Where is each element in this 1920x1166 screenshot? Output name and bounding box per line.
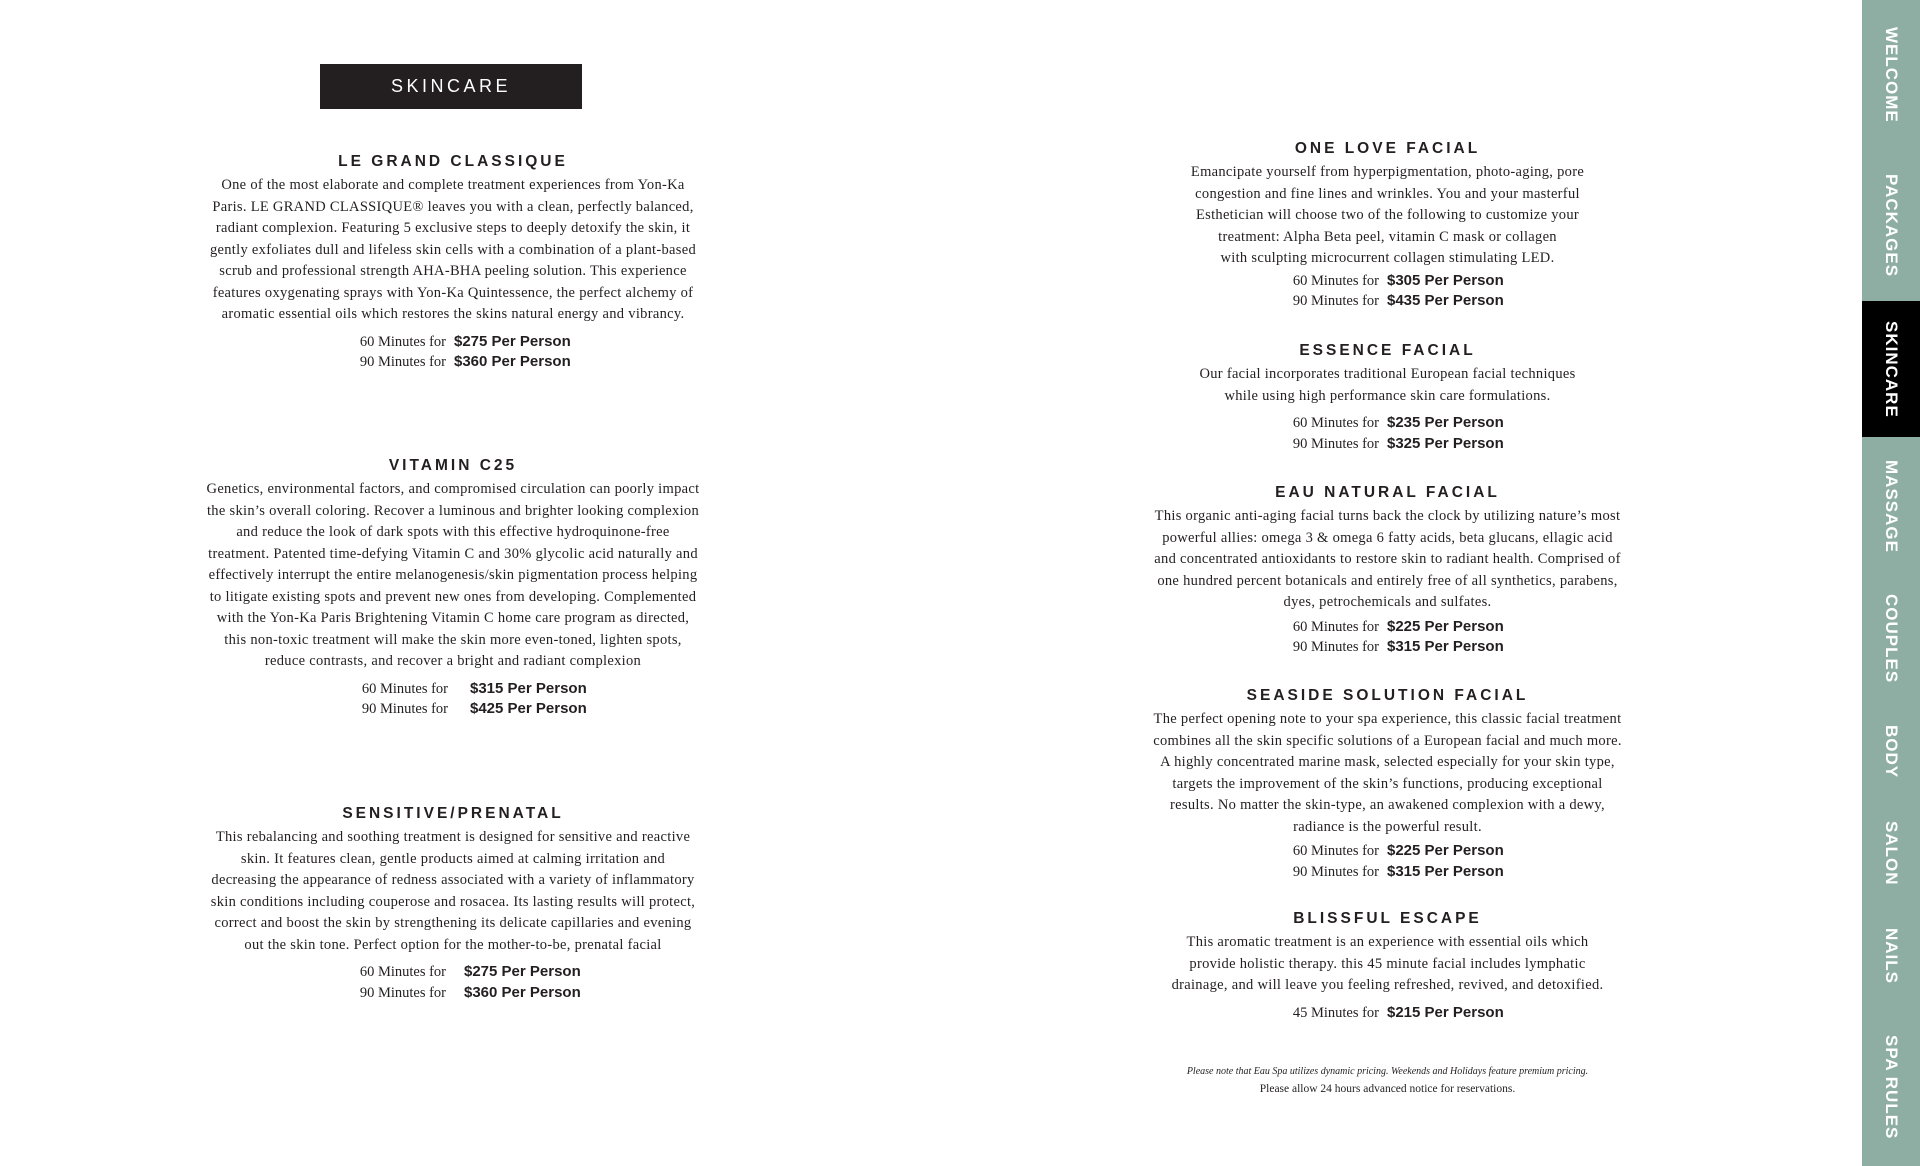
treatment-title: ONE LOVE FACIAL [1294,140,1481,157]
price-row: 60 Minutes for $275 Per Person [359,332,571,350]
price-row: 90 Minutes for $435 Per Person [1292,292,1504,309]
treatment-title: SEASIDE SOLUTION FACIAL [1246,687,1529,704]
price-row: 90 Minutes for $360 Per Person [359,983,581,1001]
price-row: 90 Minutes for $325 Per Person [1292,434,1504,452]
nav-tab-massage[interactable]: MASSAGE [1882,460,1901,553]
nav-tab-welcome[interactable]: WELCOME [1882,27,1901,123]
section-nav-sidebar [1862,0,1920,1166]
price-row: 60 Minutes for $225 Per Person [1292,617,1504,635]
nav-tab-spa-rules[interactable]: SPA RULES [1882,1034,1901,1140]
nav-tab-nails[interactable]: NAILS [1882,928,1901,984]
treatment-vitamin-c25 [158,457,748,720]
treatment-description: Our facial incorporates traditional European facial techniques while using high performance skin care formulations. [1199,366,1576,404]
price-row: 60 Minutes for $275 Per Person [359,963,581,980]
price-row: 90 Minutes for $360 Per Person [359,353,571,370]
price-list [1100,271,1675,312]
dynamic-pricing-note: Please note that Eau Spa utilizes dynamic pricing. Weekends and Holidays feature premium pricing. [1186,1066,1589,1077]
treatment-one-love-facial [1100,140,1675,312]
treatment-sensitive-prenatal [158,805,748,1003]
price-row: 60 Minutes for $225 Per Person [1292,842,1504,859]
treatment-seaside-solution-facial [1100,687,1675,882]
treatment-title: LE GRAND CLASSIQUE [338,153,568,170]
price-list [1100,1003,1675,1024]
price-row: 60 Minutes for $235 Per Person [1292,414,1504,431]
price-list [158,679,748,720]
nav-tab-packages[interactable]: PACKAGES [1882,173,1901,278]
price-row: 90 Minutes for $315 Per Person [1292,862,1504,880]
treatment-description: This organic anti-aging facial turns back the clock by utilizing nature’s most powerful allies: omega 3 & omega 6 fatty acids, beta glucans, ellagic acid and concentrated antioxidants to restore skin to radiant health. Comprised of one hundred percent botanicals and entirely free of all synthetics, parabens, dyes, petrochemicals and sulfates. [1154,508,1621,610]
treatment-description: This aromatic treatment is an experience with essential oils which provide holistic therapy. this 45 minute facial includes lymphatic drainage, and will leave you feeling refreshed, revived, and detoxified. [1171,934,1604,993]
price-list [158,962,748,1003]
price-row: 90 Minutes for $425 Per Person [361,700,587,717]
treatment-title: BLISSFUL ESCAPE [1293,910,1482,927]
treatment-le-grand-classique [158,153,748,373]
treatment-description: One of the most elaborate and complete treatment experiences from Yon-Ka Paris. LE GRAND CLASSIQUE® leaves you with a clean, perfectly balanced, radiant complexion. Featuring 5 exclusive steps to deeply detoxify the skin, it gently exfoliates dull and lifeless skin cells with a combination of a plant-based scrub and professional strength AHA-BHA peeling solution. This experience features oxygenating sprays with Yon-Ka Quintessence, the perfect alchemy of aromatic essential oils which restores the skins natural energy and vibrancy. [209,177,697,322]
treatment-title: VITAMIN C25 [388,457,518,474]
treatment-title: EAU NATURAL FACIAL [1275,484,1500,501]
treatment-description: Emancipate yourself from hyperpigmentation, photo-aging, pore congestion and fine lines and wrinkles. You and your masterful Esthetician will choose two of the following to customize your treatment: Alpha Beta peel, vitamin C mask or collagen with sculpting microcurrent collagen stimulating LED. [1190,164,1585,266]
reservation-note: Please allow 24 hours advanced notice for reservations. [1259,1083,1516,1095]
price-row: 45 Minutes for $215 Per Person [1292,1003,1504,1021]
treatment-essence-facial [1100,342,1675,454]
nav-tab-body[interactable]: BODY [1882,725,1901,779]
price-row: 90 Minutes for $315 Per Person [1292,638,1504,655]
price-row: 60 Minutes for $315 Per Person [361,679,587,697]
price-list [1100,841,1675,882]
treatment-description: Genetics, environmental factors, and compromised circulation can poorly impact the skin’s overall coloring. Recover a luminous and brighter looking complexion and reduce the look of dark spots with this effective hydroquinone-free treatment. Patented time-defying Vitamin C and 30% glycolic acid naturally and effectively interrupt the entire melanogenesis/skin pigmentation process helping to litigate existing spots and prevent new ones from developing. Complemented with the Yon-Ka Paris Brightening Vitamin C home care program as directed, this non-toxic treatment will make the skin more even-toned, lighten spots, reduce contrasts, and recover a bright and radiant complexion [206,481,700,669]
price-list [158,332,748,373]
section-title-badge: SKINCARE [320,64,582,109]
nav-tab-salon[interactable]: SALON [1882,820,1901,886]
treatment-eau-natural-facial [1100,484,1675,658]
price-row: 60 Minutes for $305 Per Person [1292,271,1504,289]
price-list [1100,617,1675,658]
nav-tab-skincare[interactable]: SKINCARE [1862,301,1920,437]
nav-tab-couples[interactable]: COUPLES [1882,594,1901,684]
treatment-title: SENSITIVE/PRENATAL [342,805,564,822]
price-list [1100,413,1675,454]
treatment-blissful-escape [1100,910,1675,1023]
pricing-footnote [1100,1064,1675,1098]
treatment-description: This rebalancing and soothing treatment is designed for sensitive and reactive skin. It features clean, gentle products aimed at calming irritation and decreasing the appearance of redness associated with a variety of inflammatory skin conditions including couperose and rosacea. Its lasting results will protect, correct and boost the skin by strengthening its delicate capillaries and evening out the skin tone. Perfect option for the mother-to-be, prenatal facial [210,829,696,953]
treatment-title: ESSENCE FACIAL [1299,342,1476,359]
treatment-description: The perfect opening note to your spa experience, this classic facial treatment combines all the skin specific solutions of a European facial and much more. A highly concentrated marine mask, selected especially for your skin type, targets the improvement of the skin’s functions, producing exceptional results. No matter the skin-type, an awakened complexion with a dewy, radiance is the powerful result. [1153,711,1622,835]
